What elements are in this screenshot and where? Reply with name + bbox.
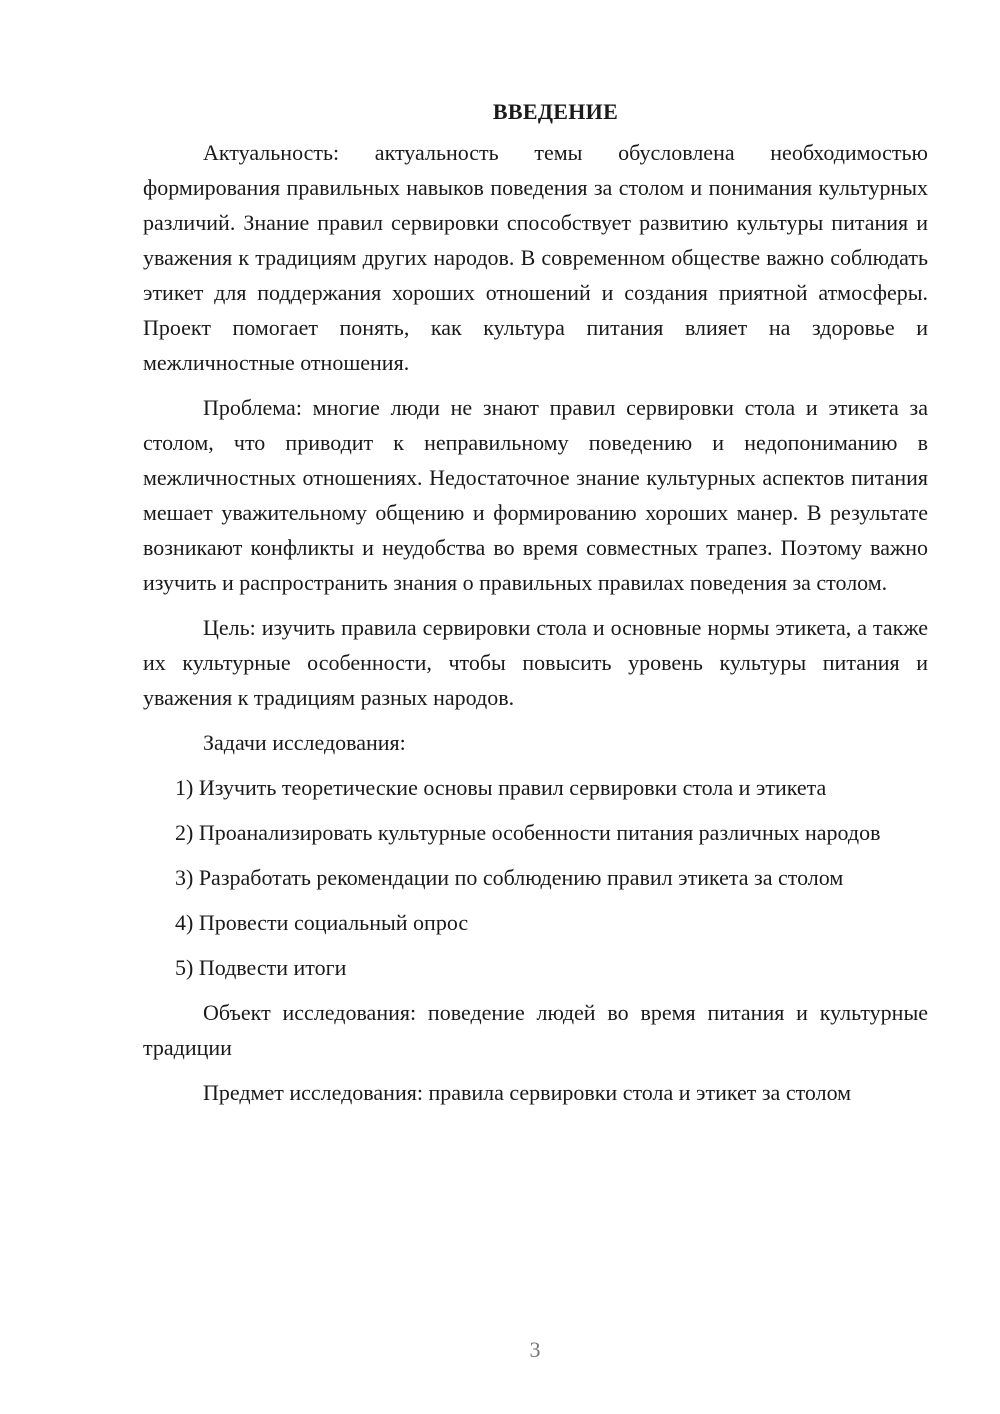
- section-heading: ВВЕДЕНИЕ: [492, 99, 619, 124]
- task-item-5: 5) Подвести итоги: [175, 955, 347, 980]
- relevance-paragraph: Актуальность: актуальность темы обусловлена необходимостью формирования правильных навыков поведения за столом и понимания культурных различий. Знание правил сервировки способствует развитию культуры питания и уважения к традициям других народов. В современном обществе важно соблюдать этикет для поддержания хороших отношений и создания приятной атмосферы. Проект помогает понять, как культура питания влияет на здоровье и межличностные отношения.: [143, 140, 928, 375]
- task-item-3: 3) Разработать рекомендации по соблюдению правил этикета за столом: [175, 865, 844, 890]
- page-content: [143, 94, 928, 1120]
- object-paragraph: Объект исследования: поведение людей во время питания и культурные традиции: [143, 1000, 928, 1060]
- tasks-intro: Задачи исследования:: [203, 730, 406, 755]
- page-number: 3: [529, 1337, 541, 1362]
- goal-paragraph: Цель: изучить правила сервировки стола и основные нормы этикета, а также их культурные особенности, чтобы повысить уровень культуры питания и уважения к традициям разных народов.: [143, 615, 928, 710]
- task-item-1: 1) Изучить теоретические основы правил сервировки стола и этикета: [175, 775, 827, 800]
- problem-paragraph: Проблема: многие люди не знают правил сервировки стола и этикета за столом, что приводит к неправильному поведению и недопониманию в межличностных отношениях. Недостаточное знание культурных аспектов питания мешает уважительному общению и формированию хороших манер. В результате возникают конфликты и неудобства во время совместных трапез. Поэтому важно изучить и распространить знания о правильных правилах поведения за столом.: [143, 395, 928, 595]
- subject-paragraph: Предмет исследования: правила сервировки стола и этикет за столом: [203, 1080, 852, 1105]
- task-item-4: 4) Провести социальный опрос: [175, 910, 469, 935]
- task-item-2: 2) Проанализировать культурные особенности питания различных народов: [175, 820, 881, 845]
